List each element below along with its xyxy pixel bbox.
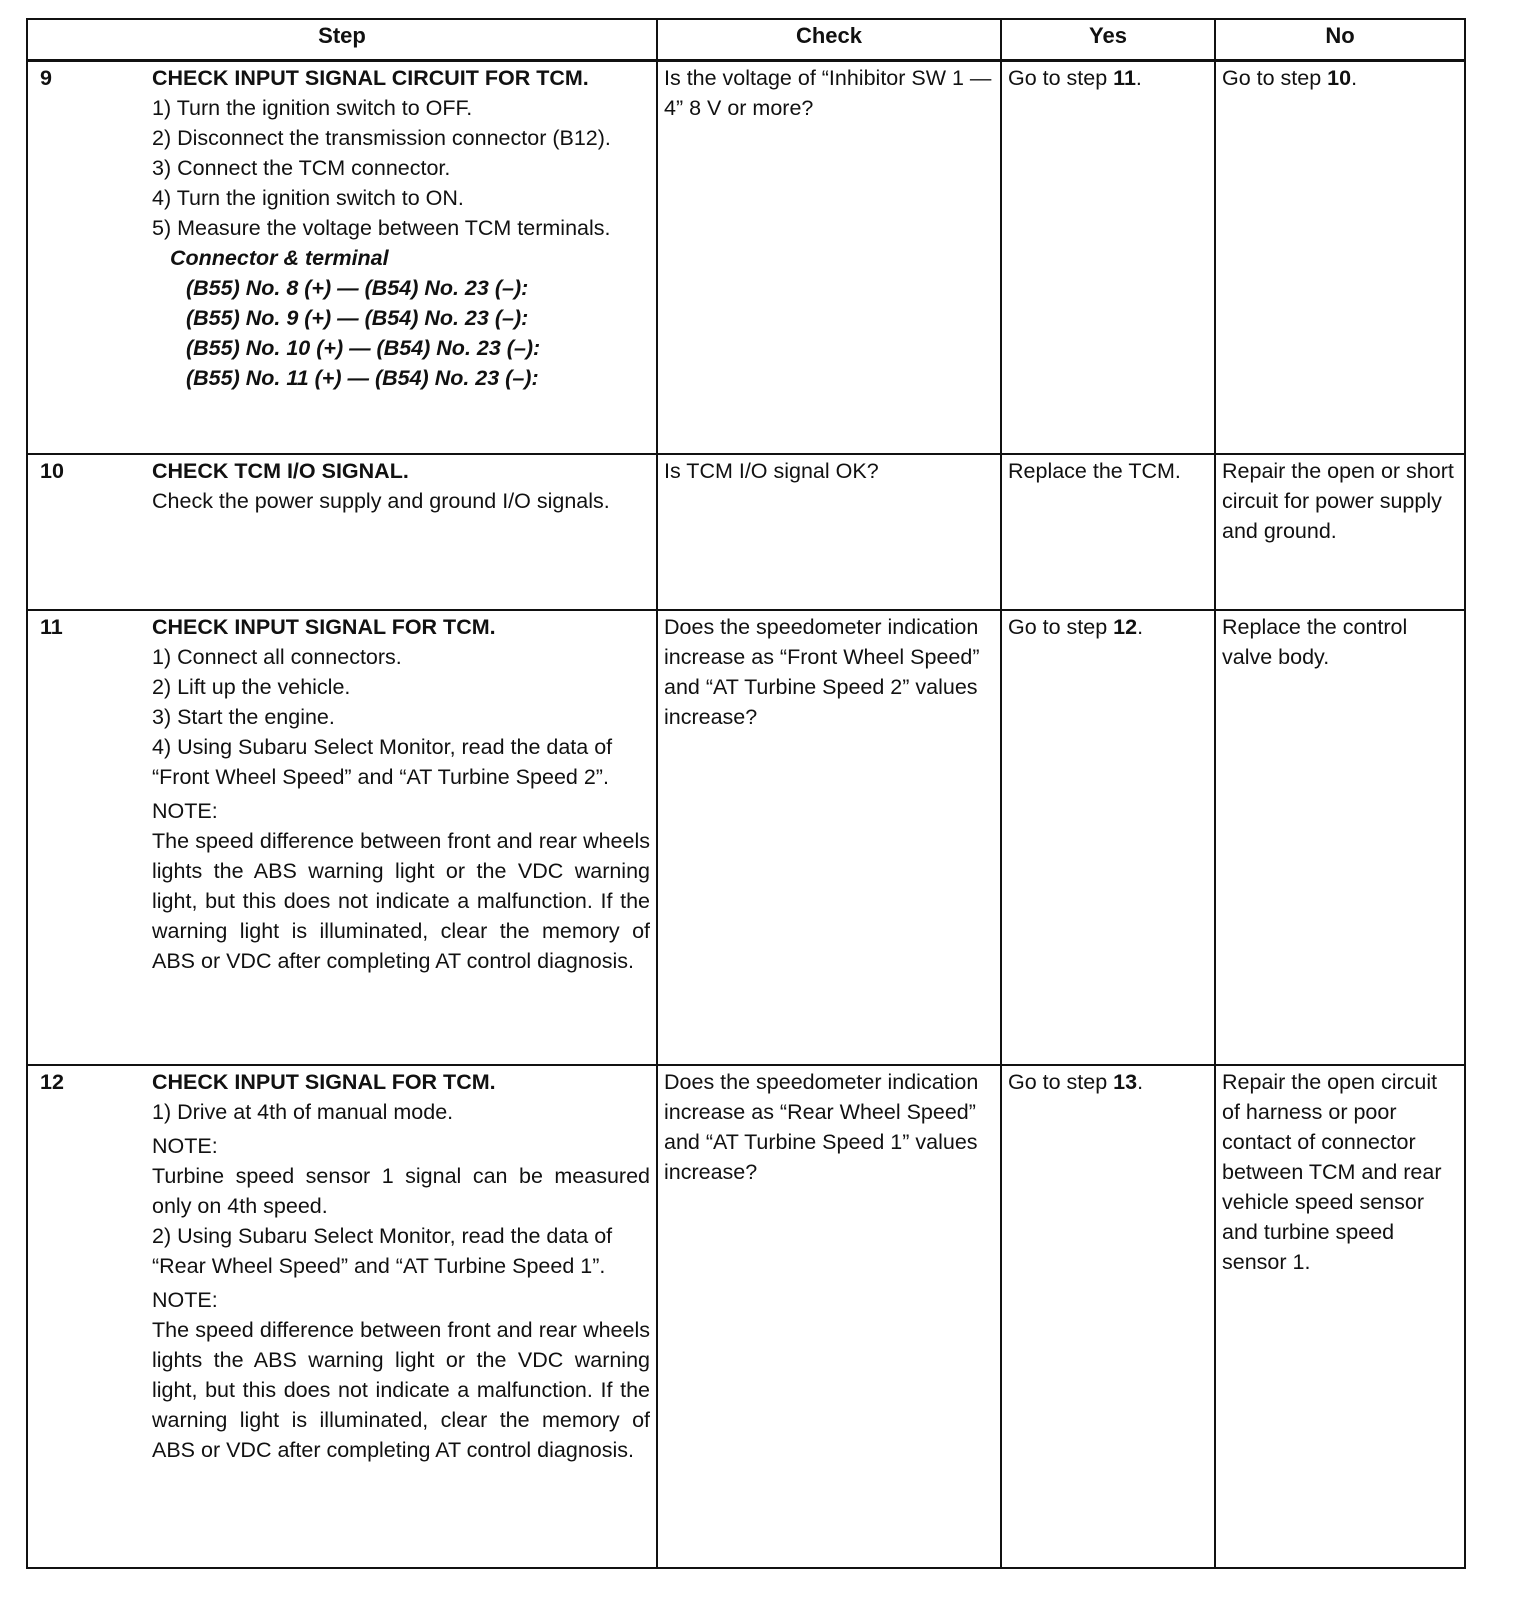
header-step: Step <box>27 19 657 61</box>
check-cell: Is the voltage of “Inhibitor SW 1 — 4” 8 V or more? <box>657 61 1001 455</box>
yes-suffix: . <box>1137 1070 1144 1094</box>
note-label: NOTE: <box>152 799 218 823</box>
no-cell: Repair the open or short circuit for power supply and ground. <box>1215 454 1465 610</box>
table-row <box>27 610 1465 1065</box>
yes-step-ref: 12 <box>1113 615 1138 639</box>
table-row <box>27 454 1465 610</box>
terminal-spec: (B55) No. 11 (+) — (B54) No. 23 (–): <box>186 366 539 390</box>
no-prefix: Go to step <box>1222 66 1328 90</box>
yes-suffix: . <box>1135 66 1142 90</box>
step-instruction: 4) Turn the ignition switch to ON. <box>152 186 464 210</box>
connector-label: Connector & terminal <box>170 246 389 270</box>
yes-cell <box>1001 1065 1215 1568</box>
yes-cell <box>1001 610 1215 1065</box>
step-number: 10 <box>40 459 64 483</box>
step-number: 9 <box>40 66 52 90</box>
note-text: The speed difference between front and rear wheels lights the ABS warning light or the VDC warning light, but this does not indicate a malfunction. If the warning light is illuminated, clear the memory of ABS or VDC after completing AT control diagnosis. <box>152 829 650 973</box>
table-row <box>27 61 1465 455</box>
step-cell <box>27 61 657 455</box>
yes-suffix: . <box>1137 615 1144 639</box>
yes-prefix: Go to step <box>1008 615 1114 639</box>
no-step-ref: 10 <box>1327 66 1352 90</box>
step-instruction: 5) Measure the voltage between TCM terminals. <box>152 216 611 240</box>
terminal-spec: (B55) No. 9 (+) — (B54) No. 23 (–): <box>186 306 529 330</box>
yes-step-ref: 11 <box>1113 66 1136 90</box>
check-cell: Does the speedometer indication increase as “Front Wheel Speed” and “AT Turbine Speed 2” values increase? <box>657 610 1001 1065</box>
header-check: Check <box>657 19 1001 61</box>
step-instruction: 2) Disconnect the transmission connector (B12). <box>152 126 611 150</box>
no-cell: Replace the control valve body. <box>1215 610 1465 1065</box>
step-instruction: 4) Using Subaru Select Monitor, read the data of “Front Wheel Speed” and “AT Turbine Speed 2”. <box>152 735 613 789</box>
step-cell <box>27 610 657 1065</box>
step-cell <box>27 454 657 610</box>
table-row <box>27 1065 1465 1568</box>
no-suffix: . <box>1351 66 1358 90</box>
no-cell <box>1215 61 1465 455</box>
step-cell <box>27 1065 657 1568</box>
step-title: CHECK INPUT SIGNAL CIRCUIT FOR TCM. <box>152 66 589 90</box>
step-title: CHECK INPUT SIGNAL FOR TCM. <box>152 615 496 639</box>
header-no: No <box>1215 19 1465 61</box>
step-title: CHECK INPUT SIGNAL FOR TCM. <box>152 1070 496 1094</box>
note-label: NOTE: <box>152 1134 218 1158</box>
yes-prefix: Go to step <box>1008 1070 1114 1094</box>
step-instruction: 2) Lift up the vehicle. <box>152 675 351 699</box>
terminal-spec: (B55) No. 10 (+) — (B54) No. 23 (–): <box>186 336 541 360</box>
terminal-spec: (B55) No. 8 (+) — (B54) No. 23 (–): <box>186 276 529 300</box>
note-text: Turbine speed sensor 1 signal can be measured only on 4th speed. <box>152 1164 650 1218</box>
check-cell: Is TCM I/O signal OK? <box>657 454 1001 610</box>
step-instruction: 1) Connect all connectors. <box>152 645 402 669</box>
no-cell: Repair the open circuit of harness or poor contact of connector between TCM and rear vehicle speed sensor and turbine speed sensor 1. <box>1215 1065 1465 1568</box>
yes-step-ref: 13 <box>1113 1070 1138 1094</box>
note-label: NOTE: <box>152 1288 218 1312</box>
step-instruction: 1) Drive at 4th of manual mode. <box>152 1100 454 1124</box>
note-text: The speed difference between front and rear wheels lights the ABS warning light or the VDC warning light, but this does not indicate a malfunction. If the warning light is illuminated, clear the memory of ABS or VDC after completing AT control diagnosis. <box>152 1318 650 1462</box>
diagnostic-table <box>26 18 1466 1569</box>
step-number: 11 <box>40 615 63 639</box>
step-instruction: Check the power supply and ground I/O signals. <box>152 489 610 513</box>
yes-cell <box>1001 61 1215 455</box>
step-instruction: 3) Connect the TCM connector. <box>152 156 451 180</box>
yes-prefix: Go to step <box>1008 66 1114 90</box>
step-title: CHECK TCM I/O SIGNAL. <box>152 459 409 483</box>
check-cell: Does the speedometer indication increase as “Rear Wheel Speed” and “AT Turbine Speed 1” values increase? <box>657 1065 1001 1568</box>
step-instruction: 2) Using Subaru Select Monitor, read the data of “Rear Wheel Speed” and “AT Turbine Speed 1”. <box>152 1224 613 1278</box>
step-instruction: 3) Start the engine. <box>152 705 335 729</box>
header-yes: Yes <box>1001 19 1215 61</box>
step-number: 12 <box>40 1070 64 1094</box>
table-header-row <box>27 19 1465 61</box>
step-instruction: 1) Turn the ignition switch to OFF. <box>152 96 473 120</box>
yes-cell: Replace the TCM. <box>1001 454 1215 610</box>
